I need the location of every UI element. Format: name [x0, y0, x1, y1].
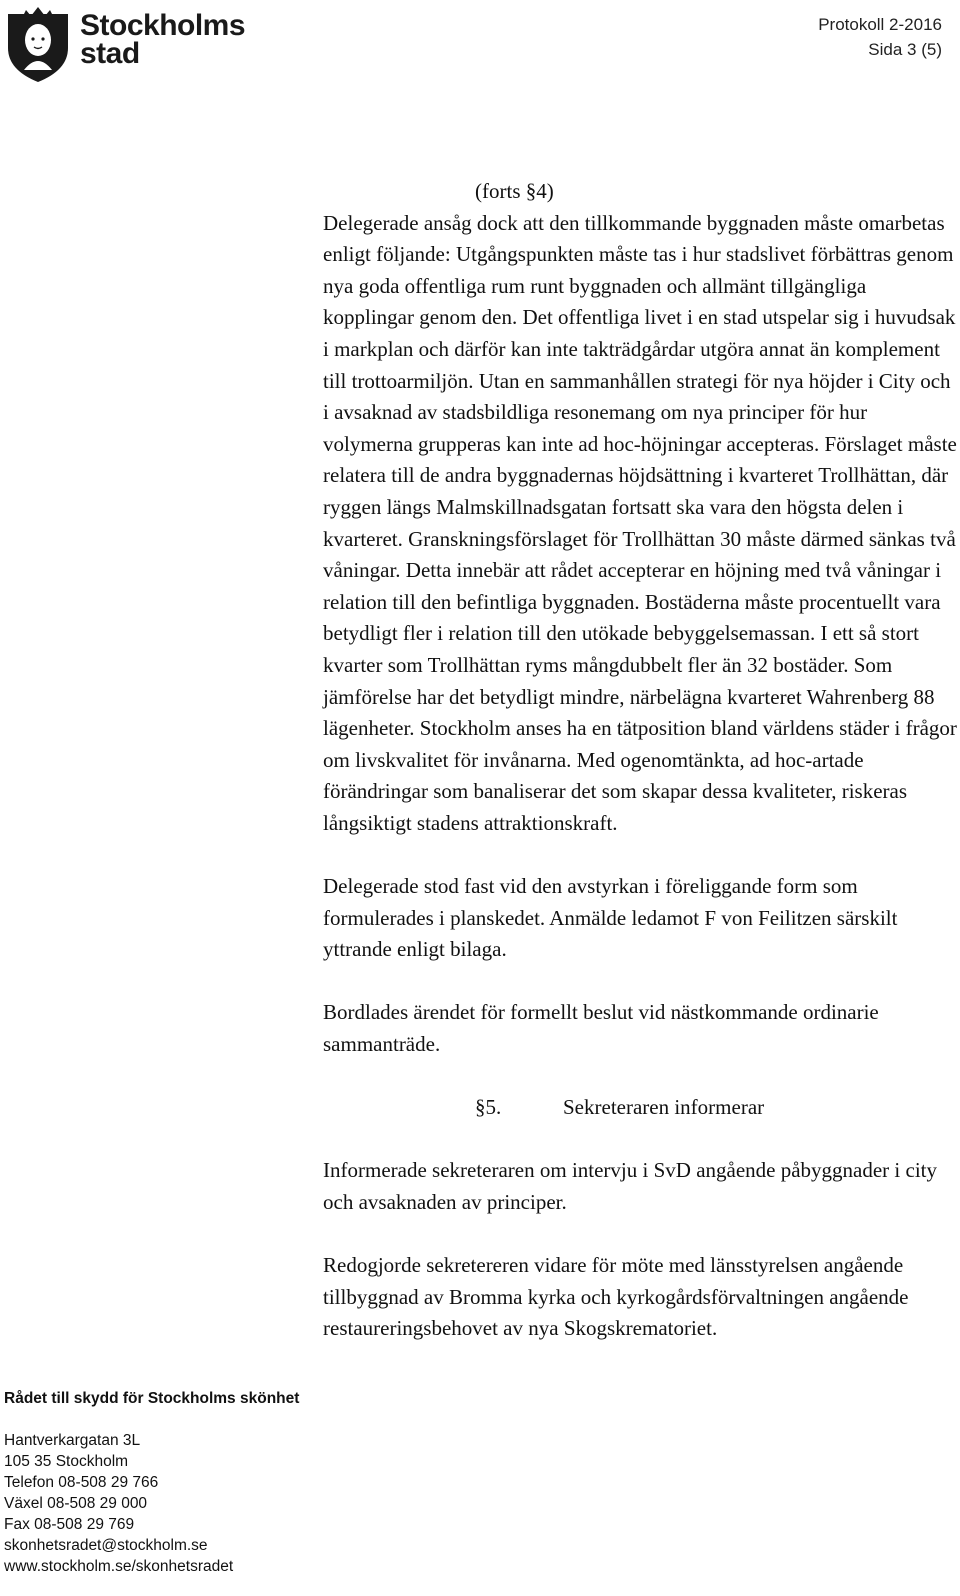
paragraph-assessment: Delegerade ansåg dock att den tillkommande byggnaden måste omarbetas enligt följande: Utgångspunkten måste tas i hur stadslivet förbättras genom nya goda offentliga rum runt byggnaden och allmänt tillgängliga kopplingar genom den. Det offentliga livet i en stad utspelar sig i huvudsak i markplan och därför kan inte takträdgårdar utgöra annat än komplement till trottoarmiljön. Utan en sammanhållen strategi för nya höjder i City och i avsaknad av stadsbildliga resonemang om nya principer för hur volymerna grupperas kan inte ad hoc-höjningar accepteras. Förslaget måste relatera till de andra byggnadernas höjdsättning i kvarteret Trollhättan, där ryggen längs Malmskillnadsgatan fortsatt ska vara den högsta delen i kvarteret. Granskningsförslaget för Trollhättan 30 måste därmed sänkas två våningar. Detta innebär att rådet accepterar en höjning med två våningar i relation till den befintliga byggnaden. Bostäderna måste procentuellt vara betydligt fler i relation till den utökade bebyggelsemassan. I ett så stort kvarter som Trollhättan ryms mångdubbelt fler än 32 bostäder. Som jämförelse har det betydligt mindre, närbelägna kvarteret Wahrenberg 88 lägenheter. Stockholm anses ha en tätposition bland världens städer i frågor om livskvalitet för invånarna. Med ogenomtänkta, ad hoc-artade förändringar som banaliserar det som skapar dessa kvaliteter, riskeras långsiktigt stadens attraktionskraft.: [323, 210, 957, 835]
stockholms-stad-logo: [4, 4, 245, 84]
contact-sidebar: [4, 1388, 304, 1577]
page-number: Sida 3 (5): [868, 40, 942, 59]
organization-name: Rådet till skydd för Stockholms skönhet: [4, 1390, 300, 1407]
paragraph-tabled: Bordlades ärendet för formellt beslut vid nästkommande ordinarie sammanträde.: [323, 1000, 879, 1057]
document-header-info: [818, 12, 942, 62]
fax-number: Fax 08-508 29 769: [4, 1516, 135, 1533]
street-address: Hantverkargatan 3L: [4, 1432, 141, 1449]
switchboard-number: Växel 08-508 29 000: [4, 1495, 148, 1512]
protocol-number: Protokoll 2-2016: [818, 15, 942, 34]
logo-text-line1: Stockholms: [80, 9, 246, 42]
document-body: [323, 176, 959, 1345]
section-5-heading: [323, 1092, 959, 1124]
paragraph-decision: Delegerade stod fast vid den avstyrkan i föreliggande form som formulerades i planskedet. Anmälde ledamot F von Feilitzen särskilt yttrande enligt bilaga.: [323, 874, 898, 962]
logo-text-line2: stad: [80, 37, 140, 70]
phone-number: Telefon 08-508 29 766: [4, 1474, 159, 1491]
email-address: skonhetsradet@stockholm.se: [4, 1537, 208, 1554]
section-5-number: §5.: [475, 1095, 502, 1120]
logo-wordmark: [80, 9, 246, 70]
city-emblem-icon: [4, 4, 72, 84]
postal-address: 105 35 Stockholm: [4, 1453, 129, 1470]
section-5-title: Sekreteraren informerar: [563, 1095, 765, 1120]
paragraph-interview: Informerade sekreteraren om intervju i SvD angående påbyggnader i city och avsaknaden av principer.: [323, 1158, 938, 1214]
website-url: www.stockholm.se/skonhetsradet: [4, 1558, 234, 1575]
continuation-heading: (forts §4): [475, 179, 554, 203]
paragraph-meeting: Redogjorde sekretereren vidare för möte med länsstyrelsen angående tillbyggnad av Bromma kyrka och kyrkogårdsförvaltningen angående restaureringsbehovet av nya Skogskrematoriet.: [323, 1253, 909, 1341]
